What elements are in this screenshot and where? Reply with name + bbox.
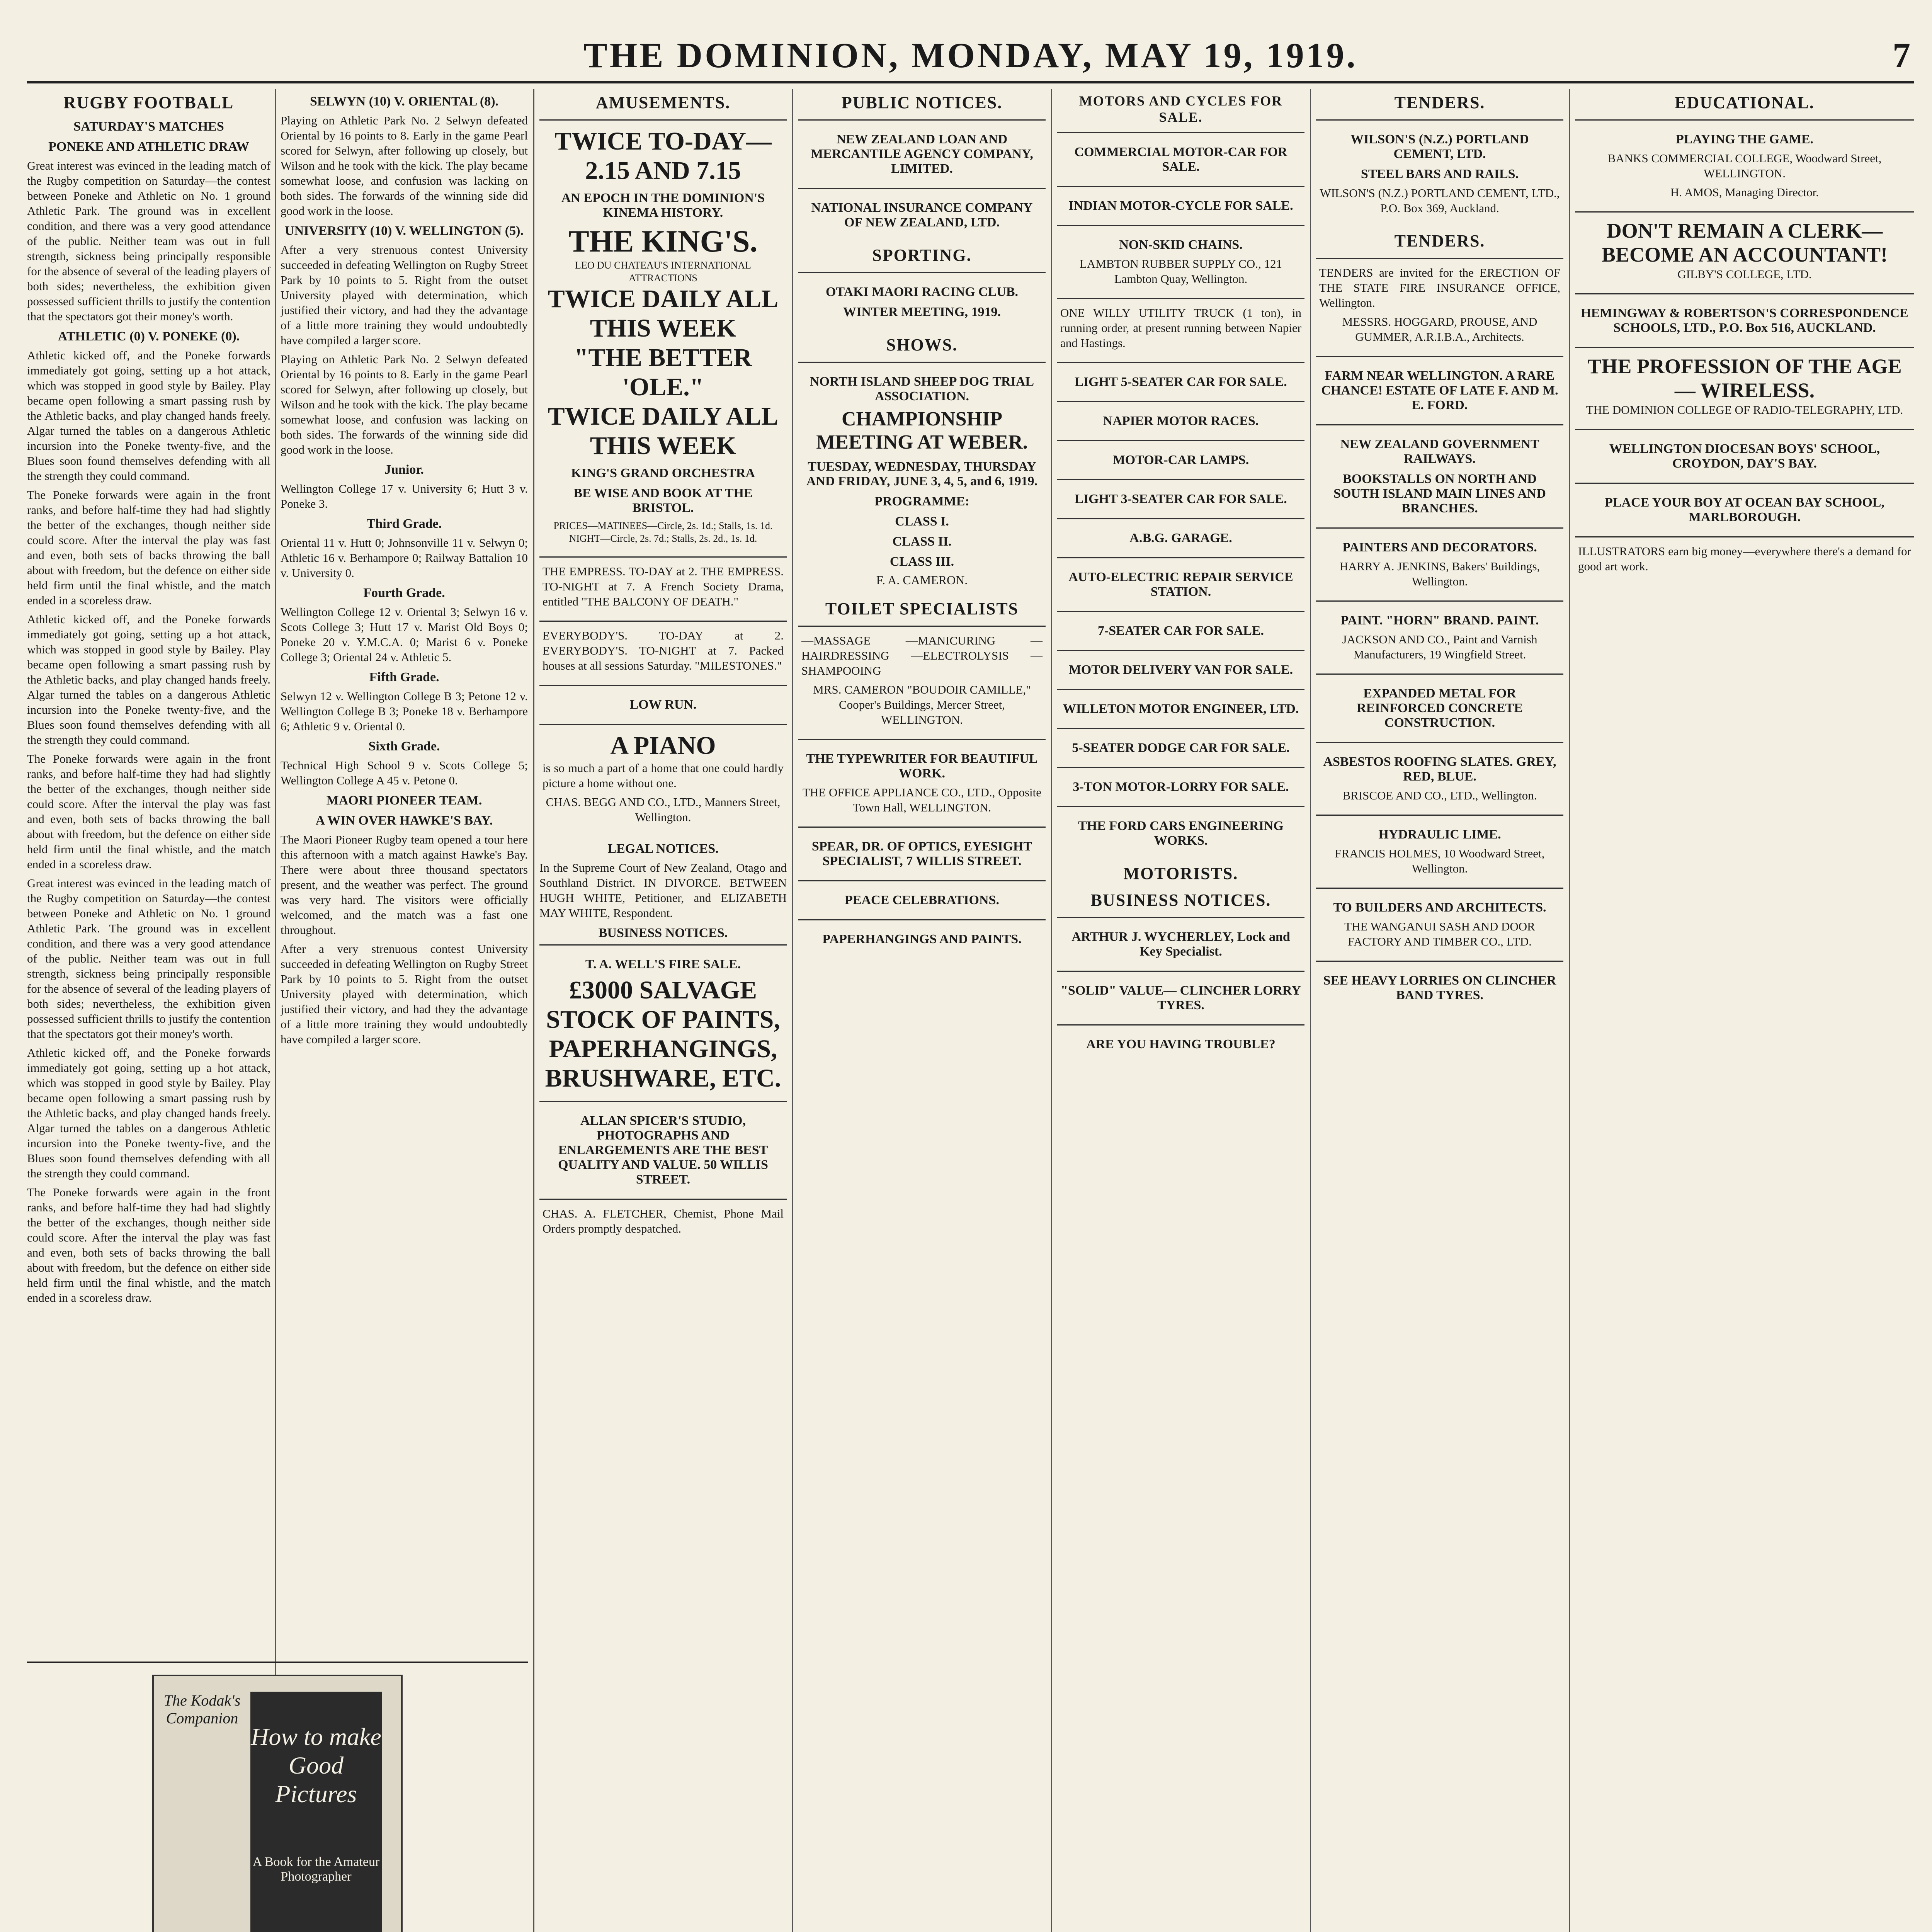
- advert-heading: WILSON'S (N.Z.) PORTLAND CEMENT, LTD.: [1350, 132, 1529, 161]
- page-title: THE DOMINION, MONDAY, MAY 19, 1919.: [583, 36, 1358, 75]
- advert-heading: SEE HEAVY LORRIES ON CLINCHER BAND TYRES.: [1323, 973, 1556, 1002]
- book-cover-title: How to make Good Pictures: [251, 1723, 381, 1808]
- notice-subheading: WINTER MEETING, 1919.: [843, 305, 1001, 319]
- theatre-name: THE KING'S.: [568, 224, 758, 259]
- masthead: [27, 35, 1914, 83]
- article-paragraph: Athletic kicked off, and the Poneke forwards immediately got going, setting up a hot attack, which was stopped in good style by Bailey. Play became open following a smart passing rush by the Athletic backs, and play changed hands freely. Algar turned the tables on a dangerous Athletic incursion into the Poneke twenty-five, and the Blues soon found themselves defending with all the strength they could command.: [27, 1046, 270, 1180]
- section-heading: TENDERS.: [1394, 93, 1485, 112]
- article-headline: PONEKE AND ATHLETIC DRAW: [48, 139, 249, 154]
- advert-subheading: BOOKSTALLS ON NORTH AND SOUTH ISLAND MAIN LINES AND BRANCHES.: [1333, 472, 1546, 515]
- advert-heading: THE TYPEWRITER FOR BEAUTIFUL WORK.: [806, 752, 1038, 781]
- article-paragraph: The Poneke forwards were again in the front ranks, and before half-time they had had slightly the better of the exchanges, though neither side could score. After the interval the play was fast and even, both sets of backs throwing the ball about with freedom, but the defence on either side held firm until the final whistle, and the match ended in a scoreless draw.: [27, 752, 270, 871]
- advert-heading: A PIANO: [610, 731, 716, 760]
- advert-text: EVERYBODY'S. TO-DAY at 2. EVERYBODY'S. TO-NIGHT at 7. Packed houses at all sessions Saturday. "MILESTONES.": [543, 629, 784, 672]
- advert-headline: DON'T REMAIN A CLERK— BECOME AN ACCOUNTANT!: [1601, 219, 1888, 266]
- class-heading: CLASS II.: [892, 534, 952, 549]
- advert-heading: COMMERCIAL MOTOR-CAR FOR SALE.: [1074, 145, 1287, 174]
- advert-heading: PEACE CELEBRATIONS.: [845, 893, 999, 907]
- advert-heading: ALLAN SPICER'S STUDIO, PHOTOGRAPHS AND ENLARGEMENTS ARE THE BEST QUALITY AND VALUE. 50 WILLIS STREET.: [558, 1114, 768, 1187]
- advert-text: JACKSON AND CO., Paint and Varnish Manufacturers, 19 Wingfield Street.: [1342, 633, 1537, 661]
- section-heading: AMUSEMENTS.: [595, 93, 731, 112]
- section-heading: RUGBY FOOTBALL: [63, 93, 234, 112]
- article-paragraph: The Poneke forwards were again in the front ranks, and before half-time they had had slightly the better of the exchanges, though neither side could score. After the interval the play was fast and even, both sets of backs throwing the ball about with freedom, but the defence on either side held firm until the final whistle, and the match ended in a scoreless draw.: [27, 488, 270, 607]
- advert-text: FRANCIS HOLMES, 10 Woodward Street, Wellington.: [1335, 847, 1545, 875]
- prices-text: PRICES—MATINEES—Circle, 2s. 1d.; Stalls, 1s. 1d. NIGHT—Circle, 2s. 7d.; Stalls, 2s. 2d., 1s. 1d.: [553, 520, 773, 544]
- column-divider: [275, 89, 276, 1932]
- grade-heading: Fifth Grade.: [369, 670, 439, 684]
- advert-text: THE DOMINION COLLEGE OF RADIO-TELEGRAPHY, LTD.: [1586, 403, 1903, 417]
- column-divider: [1051, 89, 1052, 1932]
- advert-text: is so much a part of a home that one could hardly picture a home without one.: [543, 761, 784, 790]
- advert-heading: LOW RUN.: [629, 697, 697, 712]
- advert-subheading: STEEL BARS AND RAILS.: [1361, 167, 1519, 181]
- orchestra-text: KING'S GRAND ORCHESTRA: [571, 466, 755, 480]
- section-heading: BUSINESS NOTICES.: [1090, 891, 1271, 910]
- column-rugby: [27, 89, 270, 1932]
- grade-heading: Fourth Grade.: [363, 586, 445, 600]
- advert-text: CHAS. BEGG AND CO., LTD., Manners Street, Wellington.: [546, 795, 781, 824]
- advert-text: ONE WILLY UTILITY TRUCK (1 ton), in running order, at present running between Napier and Hastings.: [1060, 306, 1301, 350]
- section-heading: TOILET SPECIALISTS: [825, 599, 1019, 618]
- advert-heading: HEMINGWAY & ROBERTSON'S CORRESPONDENCE SCHOOLS, LTD., P.O. Box 516, AUCKLAND.: [1581, 306, 1908, 335]
- match-heading: ATHLETIC (0) V. PONEKE (0).: [58, 329, 240, 344]
- advert-headline: TWICE TO-DAY—2.15 AND 7.15: [554, 127, 772, 185]
- advert-heading: INDIAN MOTOR-CYCLE FOR SALE.: [1068, 199, 1293, 213]
- advert-text: BRISCOE AND CO., LTD., Wellington.: [1342, 789, 1537, 802]
- column-divider: [1310, 89, 1311, 1932]
- article-paragraph: Playing on Athletic Park No. 2 Selwyn defeated Oriental by 16 points to 8. Early in the game Pearl scored for Selwyn, after following up closely, but Wilson and he took with the kick. The play became somewhat loose, and confusion was lacking on both sides. The forwards of the winning side did good work in the loose.: [281, 114, 528, 218]
- advert-heading: A.B.G. GARAGE.: [1129, 531, 1232, 545]
- advert-heading: TO BUILDERS AND ARCHITECTS.: [1333, 900, 1546, 915]
- advert-text: CHAS. A. FLETCHER, Chemist, Phone Mail Orders promptly despatched.: [543, 1207, 784, 1235]
- column-public-notices: [798, 89, 1046, 1932]
- advert-text: ILLUSTRATORS earn big money—everywhere there's a demand for good art work.: [1578, 544, 1911, 573]
- section-heading: MOTORS AND CYCLES FOR SALE.: [1079, 93, 1283, 125]
- results-text: Selwyn 12 v. Wellington College B 3; Petone 12 v. Wellington College B 3; Poneke 18 v. Berhampore 6; Athletic 9 v. Oriental 0.: [281, 689, 528, 733]
- advert-heading: LIGHT 5-SEATER CAR FOR SALE.: [1075, 375, 1287, 389]
- column-educational: [1575, 89, 1914, 1932]
- advert-heading: AUTO-ELECTRIC REPAIR SERVICE STATION.: [1068, 570, 1293, 599]
- notice-heading: NEW ZEALAND LOAN AND MERCANTILE AGENCY COMPANY, LIMITED.: [811, 132, 1033, 176]
- advert-headline: TWICE DAILY ALL THIS WEEK: [548, 402, 779, 460]
- advert-text: H. AMOS, Managing Director.: [1670, 185, 1819, 199]
- class-heading: CLASS III.: [889, 554, 954, 569]
- section-heading: PUBLIC NOTICES.: [841, 93, 1003, 112]
- section-heading: BUSINESS NOTICES.: [598, 926, 728, 940]
- advert-text: —MASSAGE —MANICURING —HAIRDRESSING —ELECTROLYSIS —SHAMPOOING: [801, 634, 1043, 677]
- article-paragraph: Athletic kicked off, and the Poneke forwards immediately got going, setting up a hot attack, which was stopped in good style by Bailey. Play became open following a smart passing rush by the Athletic backs, and play changed hands freely. Algar turned the tables on a dangerous Athletic incursion into the Poneke twenty-five, and the Blues soon found themselves defending with all the strength they could command.: [27, 349, 270, 483]
- booking-text: BE WISE AND BOOK AT THE BRISTOL.: [573, 486, 753, 515]
- advert-heading: NAPIER MOTOR RACES.: [1103, 414, 1259, 428]
- advert-heading: EXPANDED METAL FOR REINFORCED CONCRETE CONSTRUCTION.: [1357, 686, 1523, 730]
- advert-heading: NON-SKID CHAINS.: [1119, 238, 1243, 252]
- advert-heading: PAINT. "HORN" BRAND. PAINT.: [1340, 613, 1539, 628]
- advert-text: MESSRS. HOGGARD, PROUSE, AND GUMMER, A.R.I.B.A., Architects.: [1342, 315, 1537, 344]
- advert-heading: T. A. WELL'S FIRE SALE.: [585, 957, 741, 971]
- advert-text: TENDERS are invited for the ERECTION OF THE STATE FIRE INSURANCE OFFICE, Wellington.: [1319, 266, 1560, 310]
- advert-headline: £3000 SALVAGE STOCK OF PAINTS, PAPERHANGINGS, BRUSHWARE, ETC.: [545, 976, 781, 1092]
- article-paragraph: After a very strenuous contest University succeeded in defeating Wellington on Rugby Street Park by 10 points to 5. Right from the outset University played with determination, which justified their victory, and had they the advantage of a little more training they would undoubtedly have compiled a larger score.: [281, 942, 528, 1046]
- advert-heading: THE FORD CARS ENGINEERING WORKS.: [1078, 819, 1284, 848]
- film-title: "THE BETTER 'OLE.": [574, 344, 752, 401]
- grade-heading: Third Grade.: [366, 517, 442, 531]
- section-heading: EDUCATIONAL.: [1675, 93, 1815, 112]
- notice-heading: OTAKI MAORI RACING CLUB.: [825, 285, 1019, 299]
- advert-heading: NEW ZEALAND GOVERNMENT RAILWAYS.: [1340, 437, 1539, 466]
- match-heading: SELWYN (10) V. ORIENTAL (8).: [310, 94, 499, 109]
- article-paragraph: Great interest was evinced in the leading match of the Rugby competition on Saturday—the contest between Poneke and Athletic on No. 1 ground Athletic Park. The ground was in excellent condition, and there was a very good attendance of the public. Neither team was out in full strength, sickness being principally responsible for the absence of several of the leading players of both sides; nevertheless, the exhibition given possessed sufficient thrills to justify the contention that the spectators got their money's worth.: [27, 876, 270, 1041]
- programme-heading: PROGRAMME:: [874, 494, 969, 509]
- column-motors: [1057, 89, 1304, 1932]
- advert-heading: WILLETON MOTOR ENGINEER, LTD.: [1063, 702, 1299, 716]
- advert-heading: "SOLID" VALUE— CLINCHER LORRY TYRES.: [1061, 983, 1301, 1012]
- notice-headline: CHAMPIONSHIP MEETING AT WEBER.: [816, 408, 1028, 453]
- results-text: Wellington College 17 v. University 6; Hutt 3 v. Poneke 3.: [281, 482, 528, 510]
- advert-heading: SPEAR, DR. OF OPTICS, EYESIGHT SPECIALIST, 7 WILLIS STREET.: [811, 839, 1032, 868]
- advert-heading: ARTHUR J. WYCHERLEY, Lock and Key Specialist.: [1071, 930, 1290, 959]
- section-heading: SHOWS.: [886, 335, 958, 354]
- section-heading: MOTORISTS.: [1123, 864, 1238, 883]
- advert-heading: ASBESTOS ROOFING SLATES. GREY, RED, BLUE.: [1323, 755, 1556, 784]
- column-amusements: [539, 89, 787, 1932]
- article-paragraph: After a very strenuous contest University succeeded in defeating Wellington on Rugby Street Park by 10 points to 5. Right from the outset University played with determination, which justified their victory, and had they the advantage of a little more training they would undoubtedly have compiled a larger score.: [281, 243, 528, 347]
- column-divider: [533, 89, 534, 1932]
- legal-text: In the Supreme Court of New Zealand, Otago and Southland District. IN DIVORCE. BETWEEN HUGH WHITE, Petitioner, and ELIZABETH MAY WHITE, Respondent.: [539, 861, 787, 920]
- column-football-results: [281, 89, 528, 1634]
- advert-heading: PLAYING THE GAME.: [1675, 132, 1814, 146]
- notice-dates: TUESDAY, WEDNESDAY, THURSDAY AND FRIDAY, JUNE 3, 4, 5, and 6, 1919.: [806, 459, 1038, 488]
- notice-heading: NORTH ISLAND SHEEP DOG TRIAL ASSOCIATION.: [810, 374, 1034, 403]
- book-cover: [250, 1692, 382, 1932]
- grade-heading: Sixth Grade.: [368, 739, 440, 753]
- column-tenders: [1316, 89, 1563, 1932]
- match-heading: UNIVERSITY (10) V. WELLINGTON (5).: [285, 224, 524, 238]
- results-text: Wellington College 12 v. Oriental 3; Selwyn 16 v. Scots College 3; Hutt 17 v. Marist Old Boys 0; Poneke 20 v. Y.M.C.A. 0; Marist 6 v. Poneke College 3; Oriental 24 v. Athletic 5.: [281, 605, 528, 664]
- advert-heading: FARM NEAR WELLINGTON. A RARE CHANCE! ESTATE OF LATE F. AND M. E. FORD.: [1321, 369, 1558, 412]
- book-illustration: [152, 1675, 403, 1932]
- advert-text: LEO DU CHATEAU'S INTERNATIONAL ATTRACTIONS: [575, 260, 752, 284]
- article-subheadline: A WIN OVER HAWKE'S BAY.: [315, 813, 493, 828]
- advert-text: LAMBTON RUBBER SUPPLY CO., 121 Lambton Quay, Wellington.: [1080, 257, 1282, 286]
- advert-heading: MOTOR-CAR LAMPS.: [1112, 453, 1249, 467]
- advert-heading: 5-SEATER DODGE CAR FOR SALE.: [1072, 741, 1290, 755]
- results-text: Oriental 11 v. Hutt 0; Johnsonville 11 v. Selwyn 0; Athletic 16 v. Berhampore 0; Railway Battalion 10 v. University 0.: [281, 536, 528, 580]
- article-headline: MAORI PIONEER TEAM.: [326, 793, 482, 808]
- article-paragraph: Playing on Athletic Park No. 2 Selwyn defeated Oriental by 16 points to 8. Early in the game Pearl scored for Selwyn, after following up closely, but Wilson and he took with the kick. The play became somewhat loose, and confusion was lacking on both sides. The forwards of the winning side did good work in the loose.: [281, 352, 528, 456]
- notice-heading: NATIONAL INSURANCE COMPANY OF NEW ZEALAND, LTD.: [811, 201, 1033, 230]
- subsection-heading: SATURDAY'S MATCHES: [73, 119, 224, 134]
- class-heading: CLASS I.: [895, 514, 949, 529]
- grade-heading: Junior.: [384, 463, 424, 477]
- advert-heading: WELLINGTON DIOCESAN BOYS' SCHOOL, CROYDON, DAY'S BAY.: [1609, 442, 1880, 471]
- advert-headline: THE PROFESSION OF THE AGE— WIRELESS.: [1587, 355, 1902, 402]
- book-side-text: The Kodak's Companion: [163, 1692, 241, 1727]
- advert-heading: 7-SEATER CAR FOR SALE.: [1097, 624, 1264, 638]
- advert-heading: ARE YOU HAVING TROUBLE?: [1086, 1037, 1276, 1051]
- column-divider: [1569, 89, 1570, 1932]
- advert-text: WILSON'S (N.Z.) PORTLAND CEMENT, LTD., P.O. Box 369, Auckland.: [1320, 186, 1560, 215]
- advert-text: BANKS COMMERCIAL COLLEGE, Woodward Street, WELLINGTON.: [1607, 151, 1882, 180]
- advert-heading: PLACE YOUR BOY AT OCEAN BAY SCHOOL, MARLBOROUGH.: [1605, 495, 1884, 524]
- notice-signature: F. A. CAMERON.: [876, 573, 968, 587]
- results-text: Technical High School 9 v. Scots College 5; Wellington College A 45 v. Petone 0.: [281, 759, 528, 787]
- article-paragraph: Athletic kicked off, and the Poneke forwards immediately got going, setting up a hot attack, which was stopped in good style by Bailey. Play became open following a smart passing rush by the Athletic backs, and play changed hands freely. Algar turned the tables on a dangerous Athletic incursion into the Poneke twenty-five, and the Blues soon found themselves defending with all the strength they could command.: [27, 612, 270, 747]
- advert-text: MRS. CAMERON "BOUDOIR CAMILLE," Cooper's Buildings, Mercer Street, WELLINGTON.: [813, 683, 1031, 726]
- page-number: 7: [1893, 36, 1910, 75]
- advert-heading: HYDRAULIC LIME.: [1378, 827, 1501, 842]
- advert-text: THE WANGANUI SASH AND DOOR FACTORY AND TIMBER CO., LTD.: [1344, 920, 1535, 948]
- advert-heading: PAPERHANGINGS AND PAINTS.: [822, 932, 1022, 946]
- section-heading: TENDERS.: [1394, 231, 1485, 250]
- section-heading: LEGAL NOTICES.: [607, 842, 719, 856]
- advert-heading: 3-TON MOTOR-LORRY FOR SALE.: [1073, 780, 1289, 794]
- article-paragraph: Great interest was evinced in the leading match of the Rugby competition on Saturday—the contest between Poneke and Athletic on No. 1 ground Athletic Park. The ground was in excellent condition, and there was a very good attendance of the public. Neither team was out in full strength, sickness being principally responsible for the absence of several of the leading players of both sides; nevertheless, the exhibition given possessed sufficient thrills to justify the contention that the spectators got their money's worth.: [27, 159, 270, 323]
- kodak-advert: [27, 1662, 528, 1932]
- column-divider: [792, 89, 793, 1932]
- advert-text: GILBY'S COLLEGE, LTD.: [1677, 267, 1812, 281]
- advert-text: HARRY A. JENKINS, Bakers' Buildings, Wellington.: [1339, 560, 1540, 588]
- advert-text: THE EMPRESS. TO-DAY at 2. THE EMPRESS. TO-NIGHT at 7. A French Society Drama, entitled "THE BALCONY OF DEATH.": [543, 565, 784, 608]
- book-cover-subtitle: A Book for the Amateur Photographer: [252, 1855, 380, 1884]
- article-paragraph: The Poneke forwards were again in the front ranks, and before half-time they had had slightly the better of the exchanges, though neither side could score. After the interval the play was fast and even, both sets of backs throwing the ball about with freedom, but the defence on either side held firm until the final whistle, and the match ended in a scoreless draw.: [27, 1185, 270, 1304]
- advert-subheadline: AN EPOCH IN THE DOMINION'S KINEMA HISTORY.: [561, 191, 765, 220]
- advert-heading: MOTOR DELIVERY VAN FOR SALE.: [1068, 663, 1293, 677]
- advert-headline: TWICE DAILY ALL THIS WEEK: [548, 285, 779, 342]
- advert-heading: PAINTERS AND DECORATORS.: [1342, 540, 1537, 554]
- advert-heading: LIGHT 3-SEATER CAR FOR SALE.: [1075, 492, 1287, 506]
- advert-text: THE OFFICE APPLIANCE CO., LTD., Opposite Town Hall, WELLINGTON.: [802, 786, 1042, 814]
- article-paragraph: The Maori Pioneer Rugby team opened a tour here this afternoon with a match against Hawke's Bay. There were about three thousand spectators present, and the weather was perfect. The ground was very hard. The visitors were officially welcomed, and the match was a fast one throughout.: [281, 833, 528, 937]
- section-heading: SPORTING.: [872, 246, 972, 265]
